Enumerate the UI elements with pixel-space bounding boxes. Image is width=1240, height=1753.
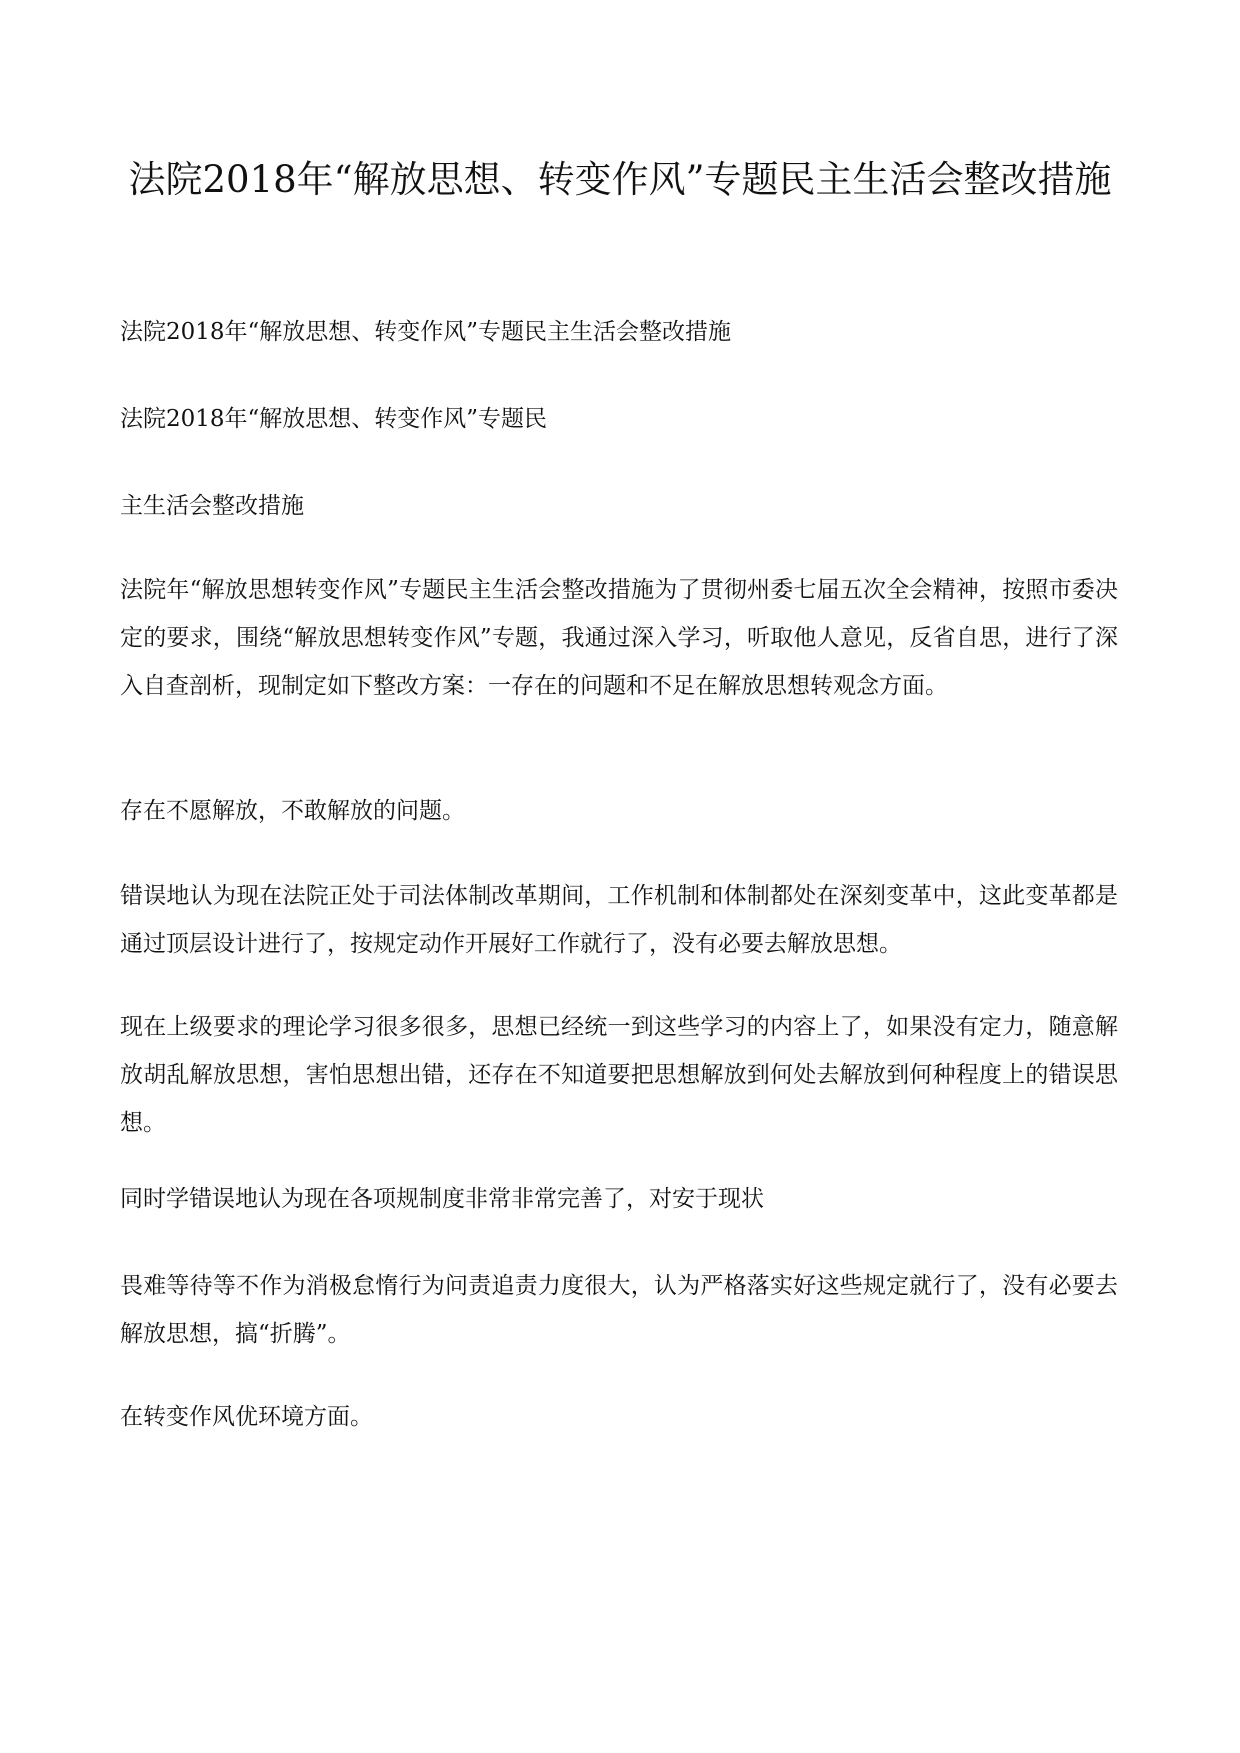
paragraph-7: 现在上级要求的理论学习很多很多，思想已经统一到这些学习的内容上了，如果没有定力，随意解放胡乱解放思想，害怕思想出错，还存在不知道要把思想解放到何处去解放到何种程度上的错误思想。 [120,1014,1118,1136]
paragraph-5: 存在不愿解放，不敢解放的问题。 [120,798,465,824]
paragraph-4: 法院年“解放思想转变作风”专题民主生活会整改措施为了贯彻州委七届五次全会精神，按照市委决定的要求，围绕“解放思想转变作风”专题，我通过深入学习，听取他人意见，反省自思，进行了深入自查剖析，现制定如下整改方案：一存在的问题和不足在解放思想转观念方面。 [120,577,1118,699]
paragraph-2: 法院2018年“解放思想、转变作风”专题民 [120,406,548,432]
paragraph-3: 主生活会整改措施 [120,493,304,519]
paragraph-1: 法院2018年“解放思想、转变作风”专题民主生活会整改措施 [120,319,732,345]
paragraph-8: 同时学错误地认为现在各项规制度非常非常完善了，对安于现状 [120,1186,764,1212]
paragraph-10: 在转变作风优环境方面。 [120,1404,373,1430]
paragraph-6: 错误地认为现在法院正处于司法体制改革期间，工作机制和体制都处在深刻变革中，这此变革都是通过顶层设计进行了，按规定动作开展好工作就行了，没有必要去解放思想。 [120,883,1118,957]
paragraph-9: 畏难等待等不作为消极怠惰行为问责追责力度很大，认为严格落实好这些规定就行了，没有必要去解放思想，搞“折腾”。 [120,1273,1118,1347]
document-title: 法院2018年“解放思想、转变作风”专题民主生活会整改措施 [128,158,1112,201]
